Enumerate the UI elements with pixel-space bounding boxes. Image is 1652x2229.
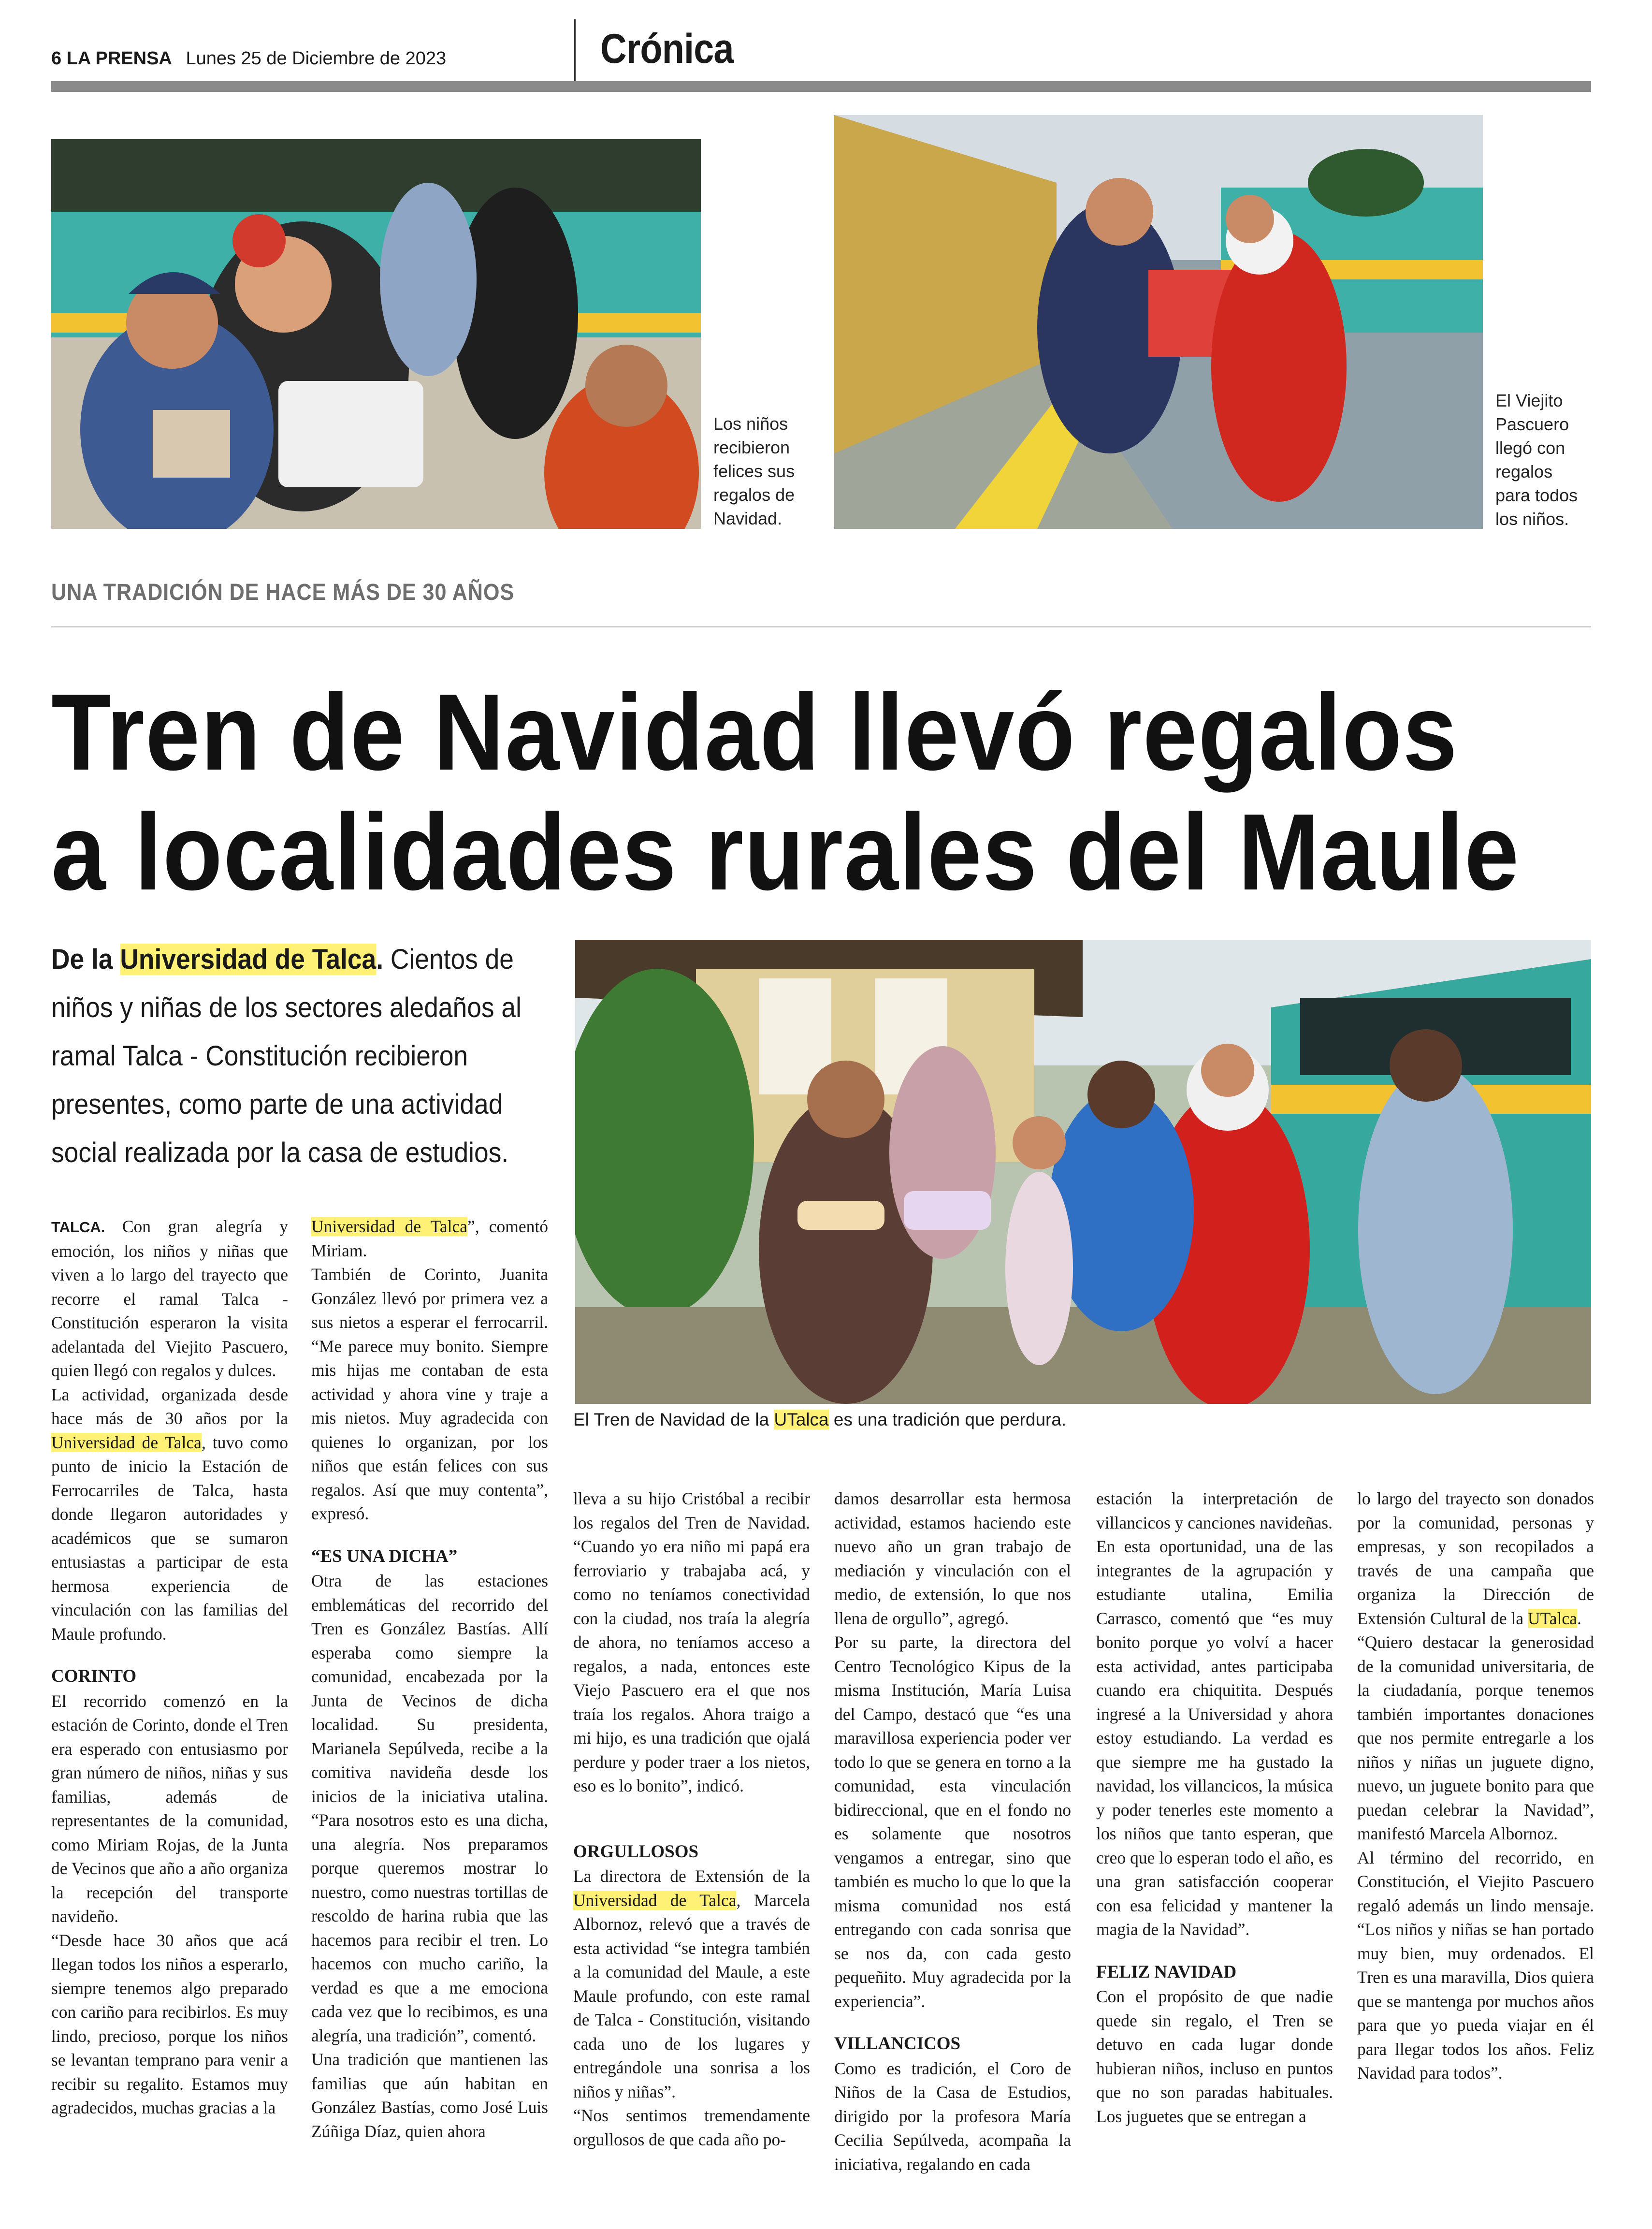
main-photo-caption bbox=[573, 1410, 1066, 1430]
photo2-caption: El Viejito Pascuero llegó con regalos para todos los niños. bbox=[1495, 391, 1578, 529]
article-column-3 bbox=[573, 1487, 810, 2152]
paragraph-text: La actividad, organizada desde hace más de 30 años por la bbox=[51, 1384, 288, 1428]
paragraph-text: La directora de Extensión de la bbox=[573, 1866, 810, 1886]
kicker-divider bbox=[51, 626, 1591, 627]
lead-text: Cientos de niños y niñas de los sectores aledaños al ramal Talca - Constitución recibieron presentes, como parte de una actividad social realizada por la casa de estudios. bbox=[51, 944, 522, 1168]
paragraph: En esta oportunidad, una de las integrantes de la agrupación y estudiante utalina, Emilia Carrasco, comentó que “es muy bonito porque yo volví a hacer esta actividad, antes participaba cuando era chiquitita. Después ingresé a la Universidad y ahora estoy estudiando. La verdad es que siempre me ha gustado la navidad, los villancicos, la música y poder tenerles este momento a los niños que tanto esperan, que creo que lo esperan todo el año, es una gran satisfacción cooperar con esa felicidad y mantener la magia de la Navidad”. bbox=[1096, 1537, 1333, 1939]
lead-prefix: De la bbox=[51, 944, 120, 975]
paragraph: Con el propósito de que nadie quede sin regalo, el Tren se detuvo en cada lugar donde hubieran niños, incluso en puntos que no son paradas habituales. Los juguetes que se entregan a bbox=[1096, 1987, 1333, 2126]
article-column-2 bbox=[311, 1215, 548, 2143]
paragraph-text: Con gran alegría y emoción, los niños y niñas que viven a lo largo del trayecto que recorre el ramal Talca - Constitución esperaron la visita adelantada del Viejito Pascuero, quien llegó con regalos y dulces. bbox=[51, 1217, 288, 1380]
publication-name: LA PRENSA bbox=[66, 48, 172, 69]
paragraph bbox=[311, 1215, 548, 1263]
photo-children-gifts bbox=[51, 139, 701, 529]
paragraph: “Desde hace 30 años que acá llegan todos los niños a esperarlo, siempre tenemos algo preparado con cariño para recibirlos. Es muy lindo, precioso, porque los niños se levantan temprano para venir a recibir su regalito. Estamos muy agradecidos, muchas gracias a la bbox=[51, 1930, 288, 2117]
paragraph: Una tradición que mantienen las familias que aún habitan en González Bastías, como José Luis Zúñiga Díaz, quien ahora bbox=[311, 2050, 548, 2141]
paragraph bbox=[573, 1865, 810, 2104]
paragraph: Por su parte, la directora del Centro Tecnológico Kipus de la misma Institución, María Luisa del Campo, destacó que “es una maravillosa experiencia poder ver todo lo que se genera en torno a la comunidad, esta vinculación bidireccional, que en el fondo no es solamente que nosotros vengamos a entregar, sino que también es mucho lo que lo que la misma comunidad nos está entregando con cada sonrisa que se nos da, con cada gesto pequeñito. Muy agradecida por la experiencia”. bbox=[834, 1632, 1071, 2011]
paragraph: “Nos sentimos tremendamente orgullosos de que cada año po- bbox=[573, 2106, 810, 2149]
main-caption-suffix: es una tradición que perdura. bbox=[828, 1410, 1067, 1429]
subheading-orgullosos: ORGULLOSOS bbox=[573, 1841, 699, 1862]
section-title: Crónica bbox=[600, 26, 734, 72]
photo-christmas-train bbox=[575, 940, 1591, 1404]
paragraph: “Quiero destacar la generosidad de la comunidad universitaria, de la ciudadanía, porque tenemos también importantes donaciones que nos permite entregarle a los niños y niñas un juguete digno, nuevo, un juguete bonito para que puedan celebrar la Navidad”, manifestó Marcela Albornoz. bbox=[1357, 1632, 1594, 1843]
institution-highlight: Universidad de Talca bbox=[311, 1217, 467, 1236]
headline-line-1: Tren de Navidad llevó regalos bbox=[51, 671, 1458, 793]
paragraph bbox=[51, 1215, 288, 1383]
article-headline bbox=[51, 672, 1530, 912]
page-header-info bbox=[51, 48, 446, 69]
photo1-caption: Los niños recibieron felices sus regalos de Navidad. bbox=[713, 414, 795, 528]
main-caption-prefix: El Tren de Navidad de la bbox=[573, 1410, 774, 1429]
paragraph: damos desarrollar esta hermosa actividad, estamos haciendo este nuevo año un gran trabajo de mediación y vinculación con el medio, de extensión, lo que nos llena de orgullo”, agregó. bbox=[834, 1489, 1071, 1628]
subheading-villancicos: VILLANCICOS bbox=[834, 2034, 961, 2054]
lead-period: . bbox=[376, 944, 384, 975]
article-column-6 bbox=[1357, 1487, 1594, 2085]
paragraph-text: lo largo del trayecto son donados por la comunidad, personas y empresas, y son recopilados a través de una campaña que organiza la Dirección de Extensión Cultural de la bbox=[1357, 1489, 1594, 1628]
subheading-corinto: CORINTO bbox=[51, 1666, 137, 1686]
article-column-4 bbox=[834, 1487, 1071, 2176]
paragraph: Otra de las estaciones emblemáticas del recorrido del Tren es González Bastías. Allí esperaba como siempre la comunidad, encabezada por la Junta de Vecinos de dicha localidad. Su presidenta, Marianela Sepúlveda, recibe a la comitiva navideña desde los inicios de la iniciativa utalina. “Para nosotros esto es una dicha, una alegría. Nos preparamos porque queremos mostrar lo nuestro, como nuestras tortillas de rescoldo de harina rubia que las hacemos para recibir el tren. Lo hacemos con mucho cariño, la verdad es que a me emociona cada vez que lo recibimos, es una alegría, una tradición”, comentó. bbox=[311, 1571, 548, 2045]
lead-institution: Universidad de Talca bbox=[120, 944, 377, 975]
article-lead bbox=[51, 935, 571, 1177]
paragraph-text: . bbox=[1577, 1608, 1581, 1628]
article-column-5 bbox=[1096, 1487, 1333, 2128]
subheading-es-una-dicha: “ES UNA DICHA” bbox=[311, 1546, 458, 1566]
page-number: 6 bbox=[51, 48, 62, 69]
institution-highlight: Universidad de Talca bbox=[51, 1432, 202, 1452]
paragraph: Como es tradición, el Coro de Niños de la Casa de Estudios, dirigido por la profesora María Cecilia Sepúlveda, acompaña la iniciativa, regalando en cada bbox=[834, 2058, 1071, 2174]
paragraph-text: ”, comentó Miriam. bbox=[311, 1217, 549, 1260]
article-kicker: UNA TRADICIÓN DE HACE MÁS DE 30 AÑOS bbox=[51, 580, 515, 605]
photo-santa-gifts bbox=[834, 115, 1483, 529]
dateline: TALCA. bbox=[51, 1219, 105, 1236]
paragraph-text: , Marcela Albornoz, relevó que a través de esta actividad “se integra también a la comunidad del Maule, a este Maule profundo, con este ramal de Talca - Constitución, visitando cada uno de los lugares y entregándole una sonrisa a los niños y niñas”. bbox=[573, 1890, 810, 2101]
paragraph: lleva a su hijo Cristóbal a recibir los regalos del Tren de Navidad. “Cuando yo era niño mi papá era ferroviario y trabajaba acá, y como no teníamos conectividad con la ciudad, nos traía la alegría de ahora, no teníamos acceso a regalos, a nada, entonces este Viejo Pascuero era el que nos traía los regalos. Ahora traigo a mi hijo, es una tradición que ojalá perdure y poder traer a los nietos, eso es lo bonito”, indicó. bbox=[573, 1489, 810, 1795]
header-divider bbox=[574, 19, 576, 85]
paragraph: estación la interpretación de villancicos y canciones navideñas. bbox=[1096, 1489, 1333, 1532]
issue-date: Lunes 25 de Diciembre de 2023 bbox=[186, 48, 447, 69]
paragraph: Al término del recorrido, en Constitución, el Viejito Pascuero regaló además un lindo mensaje. “Los niños y niñas se han portado muy bien, muy ordenados. El Tren es una maravilla, Dios quiera que se mantenga por muchos años para que yo pueda viajar en él para llegar todos los años. Feliz Navidad para todos”. bbox=[1357, 1848, 1594, 2083]
paragraph-text: , tuvo como punto de inicio la Estación de Ferrocarriles de Talca, hasta donde llegaron autoridades y académicos que se sumaron entusiastas a participar de esta hermosa experiencia de vinculación con las familias del Maule profundo. bbox=[51, 1432, 289, 1644]
header-bar bbox=[51, 81, 1591, 92]
headline-line-2: a localidades rurales del Maule bbox=[51, 791, 1520, 913]
main-caption-highlight: UTalca bbox=[774, 1410, 829, 1429]
institution-highlight: Universidad de Talca bbox=[573, 1890, 737, 1910]
paragraph bbox=[1357, 1487, 1594, 1631]
article-column-1 bbox=[51, 1215, 288, 2120]
paragraph bbox=[51, 1383, 288, 1646]
utalca-highlight: UTalca bbox=[1527, 1608, 1577, 1628]
paragraph: También de Corinto, Juanita González llevó por primera vez a sus nietos a esperar el ferrocarril. “Me parece muy bonito. Siempre mis hijas me contaban de esta actividad y ahora vine y traje a mis nietos. Muy agradecida con quienes lo organizan, por los niños que están felices con sus regalos. Así que muy contenta”, expresó. bbox=[311, 1265, 548, 1523]
paragraph: El recorrido comenzó en la estación de Corinto, donde el Tren era esperado con entusiasmo por gran número de niños, niñas y sus familias, además de representantes de la comunidad, como Miriam Rojas, de la Junta de Vecinos que año a año organiza la recepción del transporte navideño. bbox=[51, 1691, 288, 1926]
subheading-feliz-navidad: FELIZ NAVIDAD bbox=[1096, 1962, 1237, 1982]
